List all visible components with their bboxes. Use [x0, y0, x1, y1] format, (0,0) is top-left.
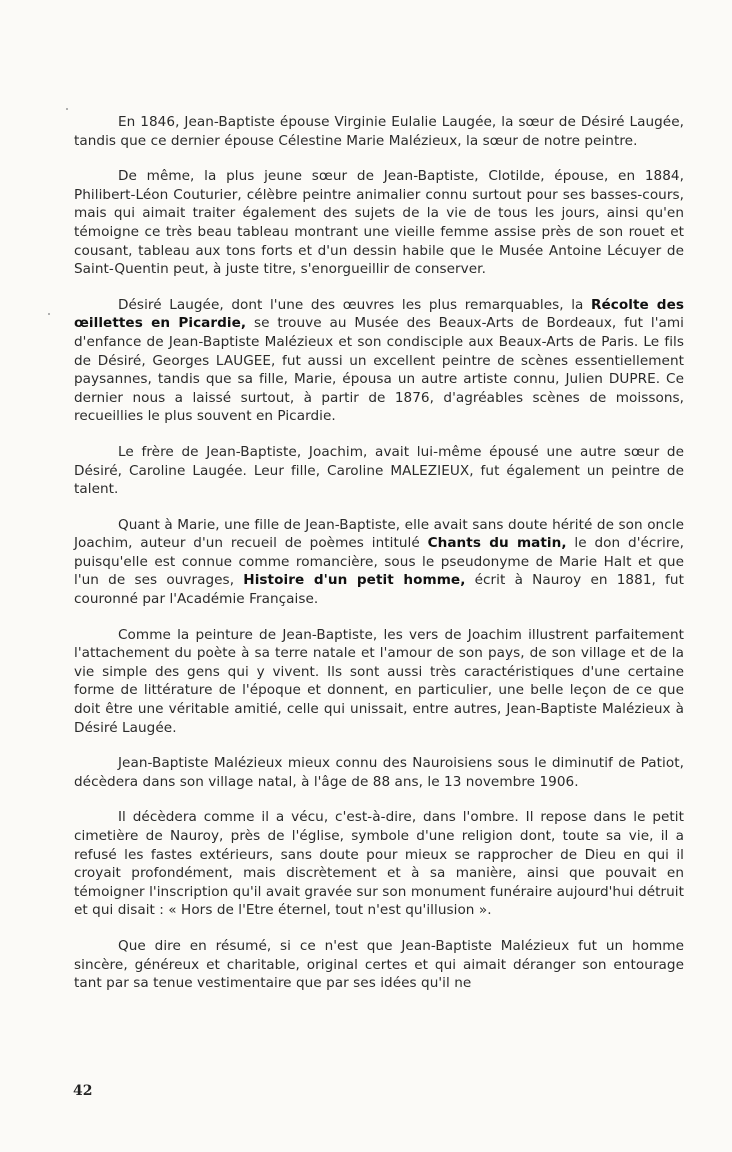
- paragraph-text: De même, la plus jeune sœur de Jean-Baptiste, Clotilde, épouse, en 1884, Philibert-Léon Couturier, célèbre peintre animalier connu surtout pour ses basses-cours, mais qui aimait traiter également des sujets de la vie de tous les jours, ainsi qu'en témoigne ce très beau tableau montrant une vieille femme assise près de son rouet et cousant, tableau aux tons forts et d'un dessin habile que le Musée Antoine Lécuyer de Saint-Quentin peut, à juste titre, s'enorgueillir de conserver.: [74, 168, 684, 278]
- paragraph-text: Comme la peinture de Jean-Baptiste, les vers de Joachim illustrent parfaitement l'attachement du poète à sa terre natale et l'amour de son pays, de son village et de la vie simple des gens qui y vivent. Ils sont aussi très caractéristiques d'une certaine forme de littérature de l'époque et donnent, en particulier, une belle leçon de ce que doit être une véritable amitié, celle qui unissait, entre autres, Jean-Baptiste Malézieux à Désiré Laugée.: [74, 626, 684, 736]
- paragraph: [74, 296, 684, 426]
- paper-speck: [48, 313, 50, 315]
- paragraph: [74, 808, 684, 920]
- paragraph-text: Il décèdera comme il a vécu, c'est-à-dire, dans l'ombre. Il repose dans le petit cimetière de Nauroy, près de l'église, symbole d'une religion dont, toute sa vie, il a refusé les fastes extérieurs, sans doute pour mieux se rapprocher de Dieu en qui il croyait profondément, mais discrètement et à sa manière, ainsi que pouvait en témoigner l'inscription qu'il avait gravée sur son monument funéraire aujourd'hui détruit et qui disait : « Hors de l'Etre éternel, tout n'est qu'illusion ».: [74, 809, 684, 919]
- paragraph-text: Quant à Marie, une fille de Jean-Baptiste, elle avait sans doute hérité de son oncle Joachim, auteur d'un recueil de poèmes intitulé: [74, 516, 684, 552]
- paragraph: [74, 754, 684, 791]
- paragraph: [74, 516, 684, 609]
- paragraph-text: Que dire en résumé, si ce n'est que Jean-Baptiste Malézieux fut un homme sincère, généreux et charitable, original certes et qui aimait déranger son entourage tant par sa tenue vestimentaire que par ses idées qu'il ne: [74, 937, 684, 992]
- document-body: [74, 113, 684, 1010]
- paragraph: [74, 167, 684, 279]
- paragraph-text: En 1846, Jean-Baptiste épouse Virginie Eulalie Laugée, la sœur de Désiré Laugée, tandis que ce dernier épouse Célestine Marie Malézieux, la sœur de notre peintre.: [74, 114, 684, 149]
- paragraph: [74, 443, 684, 499]
- page-number: 42: [73, 1083, 93, 1099]
- paragraph-text: écrit à Nauroy en 1881, fut couronné par l'Académie Française.: [74, 572, 684, 608]
- paragraph-text: Le frère de Jean-Baptiste, Joachim, avait lui-même épousé une autre sœur de Désiré, Caroline Laugée. Leur fille, Caroline MALEZIEUX, fut également un peintre de talent.: [74, 443, 684, 498]
- paragraph: [74, 626, 684, 738]
- paragraph: [74, 937, 684, 993]
- paragraph-text: Désiré Laugée, dont l'une des œuvres les plus remarquables, la: [118, 296, 592, 313]
- bold-title-text: Récolte des œillettes en Picardie,: [74, 296, 684, 332]
- bold-title-text: Histoire d'un petit homme,: [243, 572, 466, 589]
- paragraph-text: le don d'écrire, puisqu'elle est connue comme romancière, sous le pseudonyme de Marie Halt et que l'un de ses ouvrages,: [74, 535, 685, 589]
- paragraph: [74, 113, 684, 150]
- paragraph-text: Jean-Baptiste Malézieux mieux connu des Nauroisiens sous le diminutif de Patiot, décèdera dans son village natal, à l'âge de 88 ans, le 13 novembre 1906.: [74, 755, 684, 790]
- paper-speck: [66, 108, 68, 110]
- bold-title-text: Chants du matin,: [427, 535, 567, 552]
- paragraph-text: se trouve au Musée des Beaux-Arts de Bordeaux, fut l'ami d'enfance de Jean-Baptiste Malézieux et son condisciple aux Beaux-Arts de Paris. Le fils de Désiré, Georges LAUGEE, fut aussi un excellent peintre de scènes essentiellement paysannes, tandis que sa fille, Marie, épousa un autre artiste connu, Julien DUPRE. Ce dernier nous a laissé surtout, à partir de 1876, d'agréables scènes de moissons, recueillies le plus souvent en Picardie.: [74, 315, 684, 425]
